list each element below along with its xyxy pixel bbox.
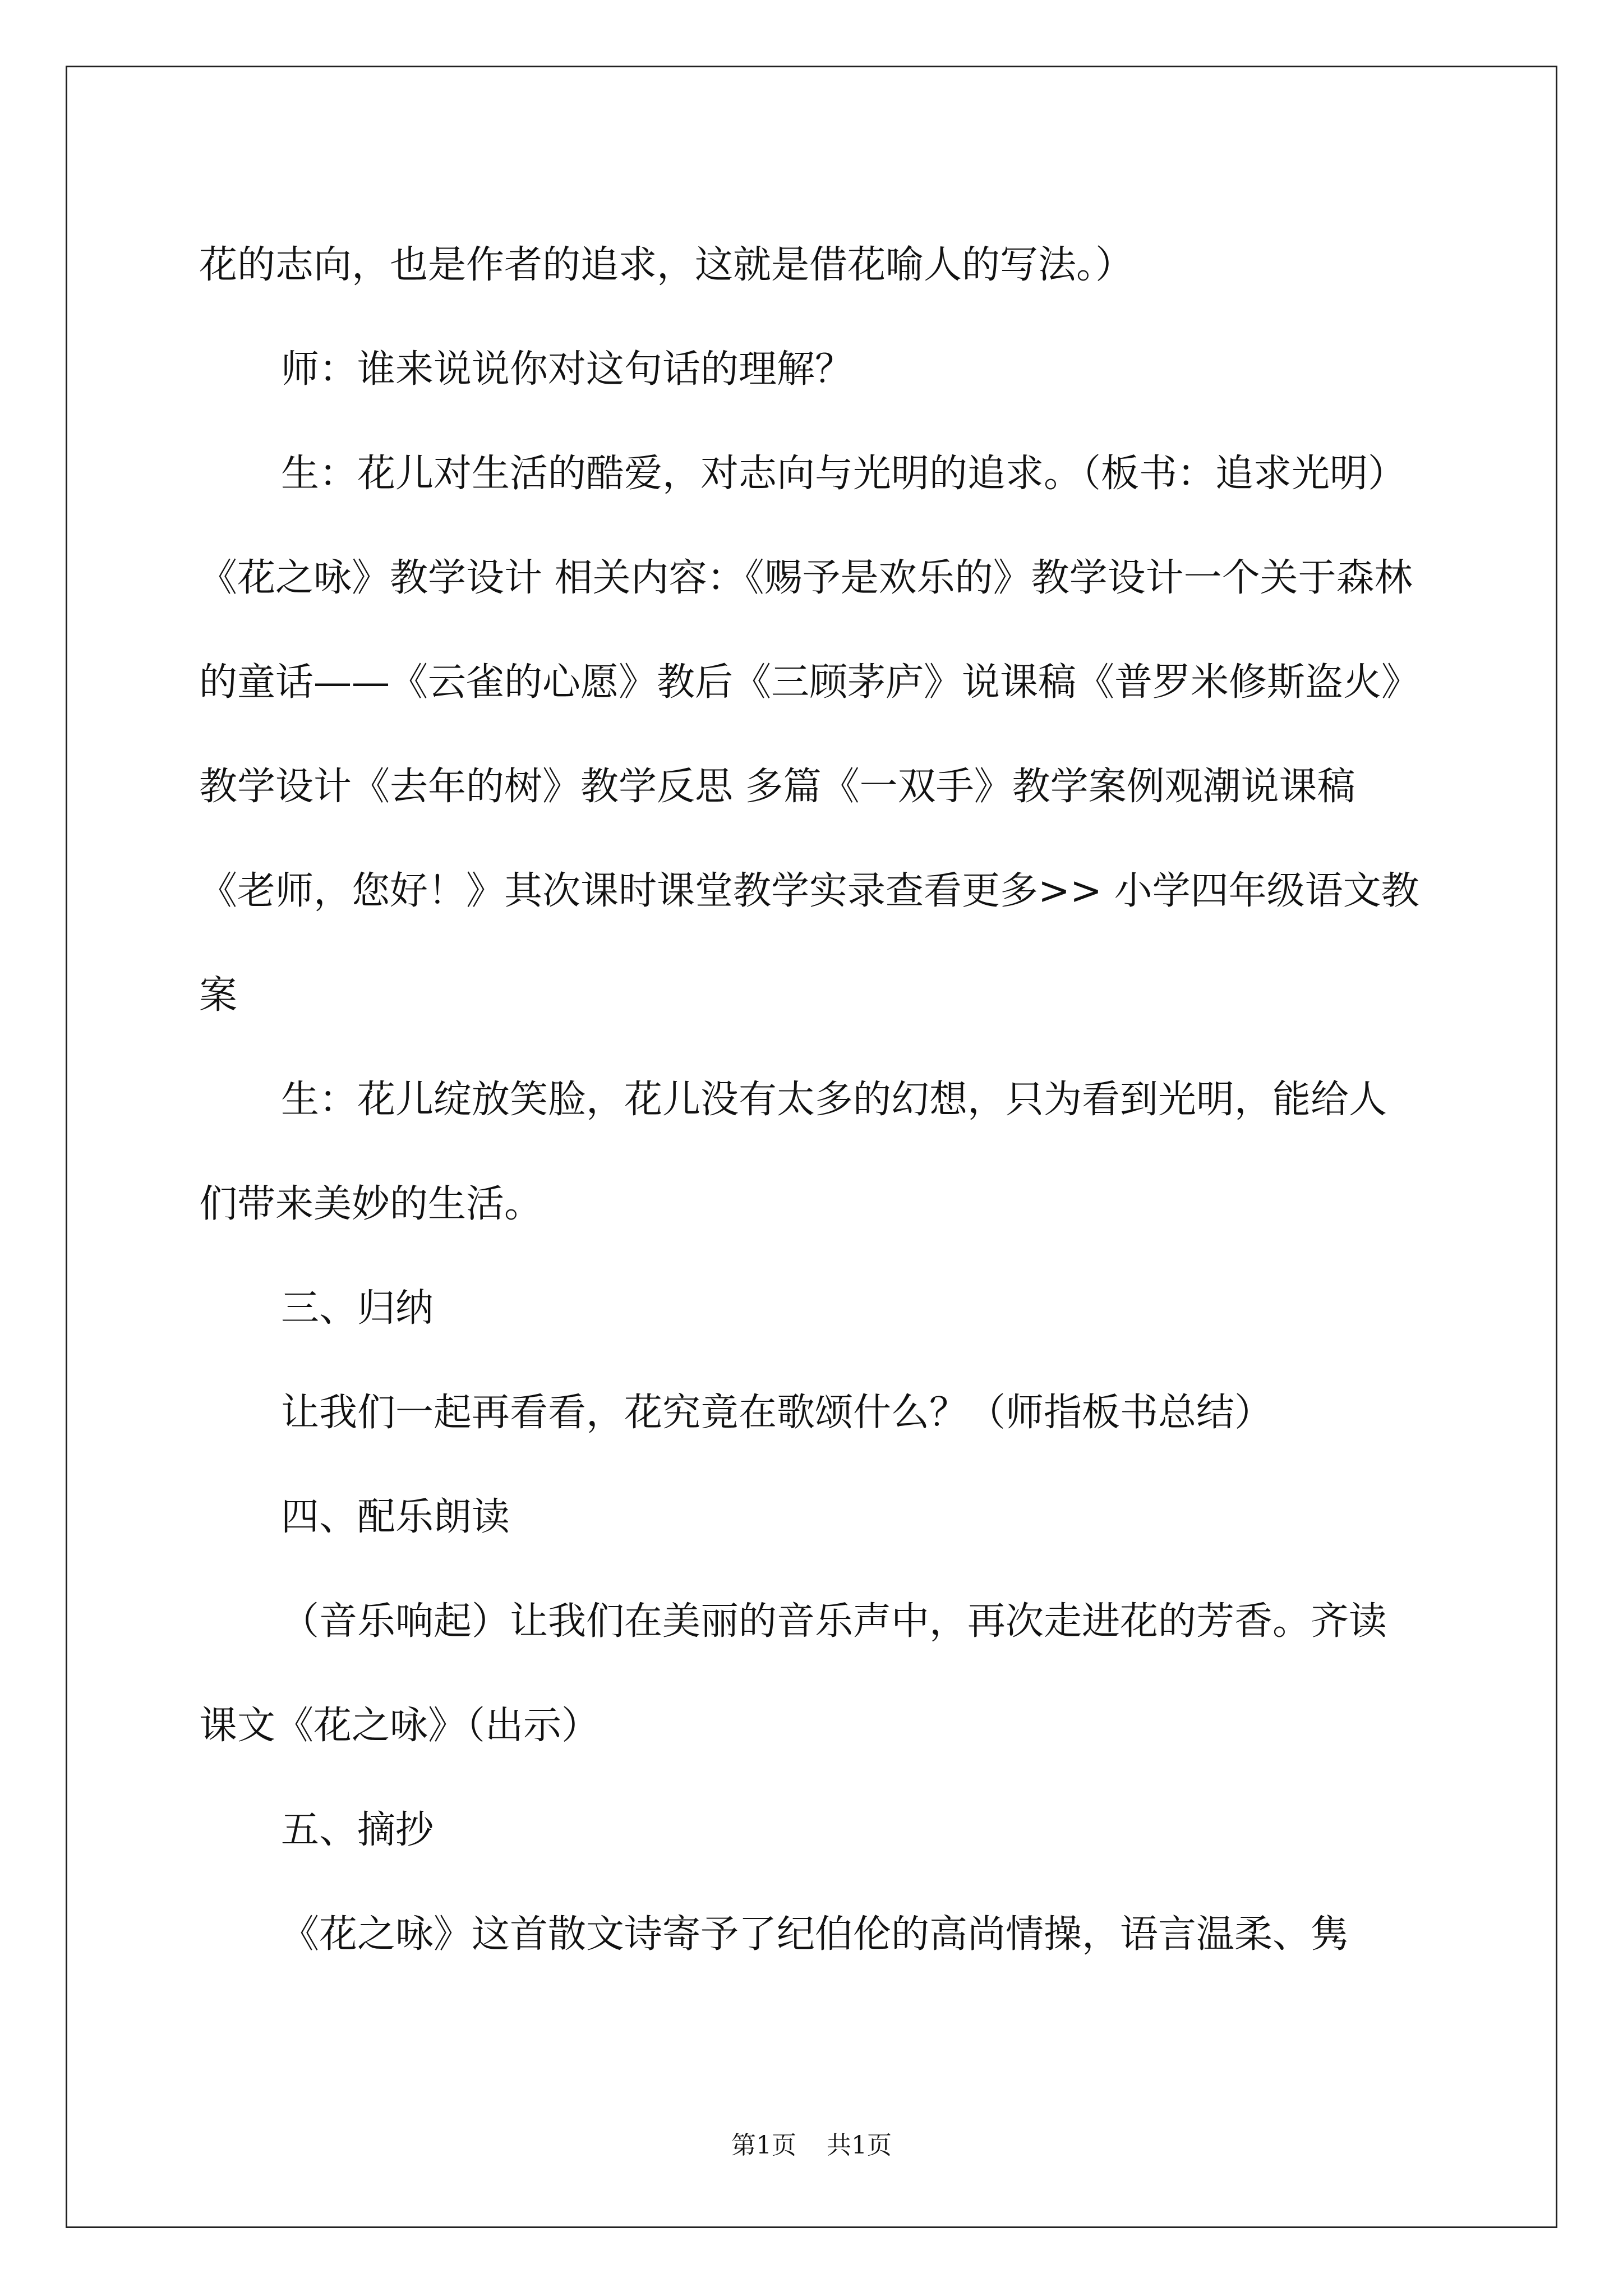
paragraph-8: （音乐响起）让我们在美丽的音乐声中，再次走进花的芳香。齐读课文《花之咏》（出示） — [199, 1599, 1387, 1748]
section-heading-3: 三、归纳 — [281, 1286, 434, 1331]
paragraph-1: 花的志向，也是作者的追求，这就是借花喻人的写法。） — [199, 243, 1134, 287]
paragraph-4: 生：花儿绽放笑脸，花儿没有太多的幻想，只为看到光明，能给人们带来美妙的生活。 — [199, 1078, 1387, 1226]
document-body — [199, 213, 1424, 1987]
page-footer — [0, 2129, 1623, 2162]
paragraph-3: 生：花儿对生活的酷爱，对志向与光明的追求。（板书：追求光明）《花之咏》教学设计 相关内容：《赐予是欢乐的》教学设计一个关于森林的童话——《云雀的心愿》教后《三顾茅庐》说课稿《普罗米修斯盗火》教学设计《去年的树》教学反思 多篇《一双手》教学案例观潮说课稿《老师，您好！》其次课时课堂教学实录查看更多>> 小学四年级语文教案 — [199, 452, 1420, 1018]
paragraph-6: 让我们一起再看看，花究竟在歌颂什么？（师指板书总结） — [281, 1391, 1273, 1435]
total-pages-label: 共1页 — [827, 2131, 892, 2160]
paragraph-2: 师：谁来说说你对这句话的理解？ — [281, 347, 854, 392]
section-heading-5: 五、摘抄 — [281, 1808, 434, 1852]
section-heading-4: 四、配乐朗读 — [281, 1495, 510, 1539]
current-page-label: 第1页 — [731, 2131, 796, 2160]
paragraph-10: 《花之咏》这首散文诗寄予了纪伯伦的高尚情操，语言温柔、隽 — [281, 1912, 1349, 1957]
